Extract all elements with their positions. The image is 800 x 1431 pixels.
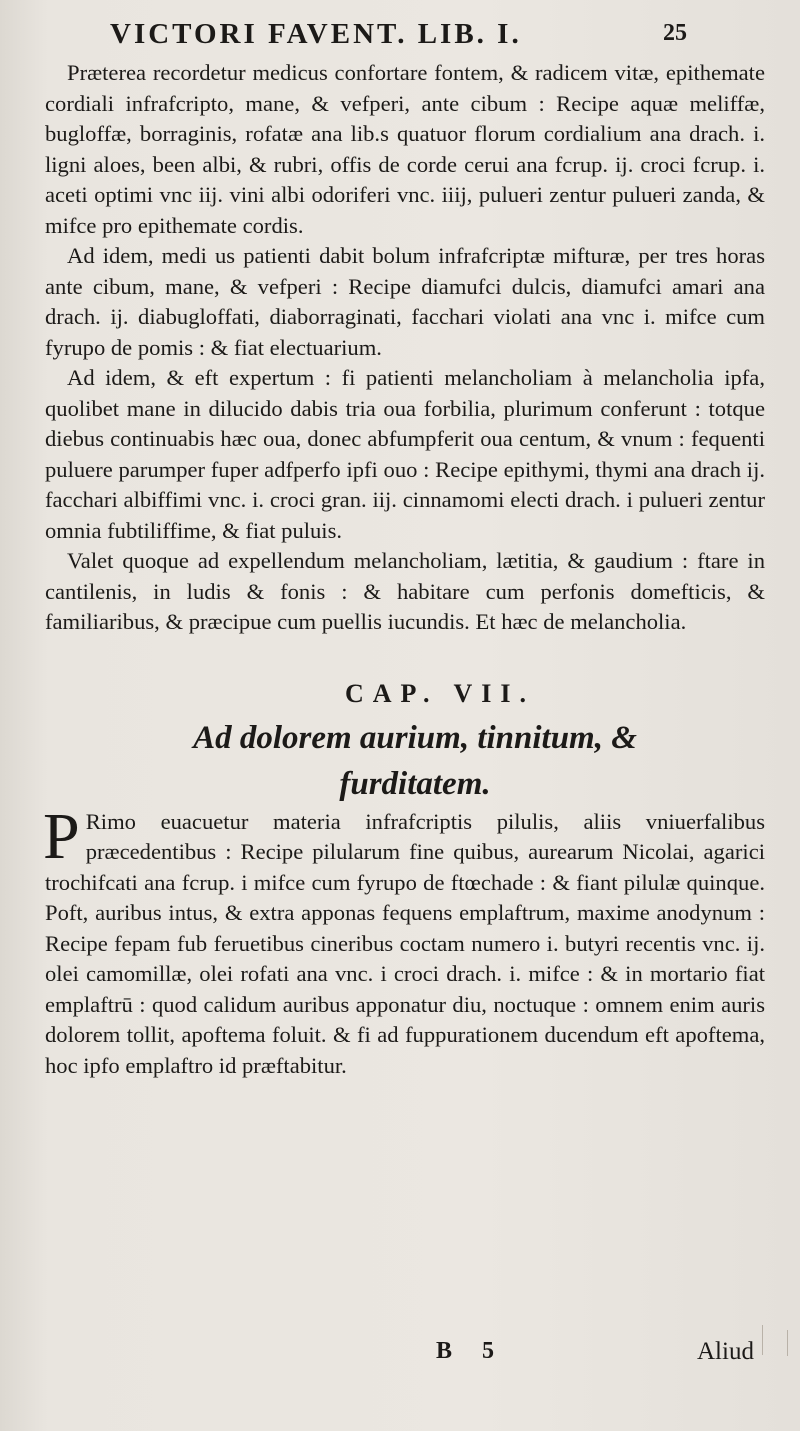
paragraph-1: Præterea recordetur medicus confortare fontem, & radicem vitæ, epithemate cordiali infrafcripto, mane, & vefperi, ante cibum : Recipe aquæ meliffæ, bugloffæ, borraginis, rofatæ ana lib.s quatuor florum cordialium ana drach. i. ligni aloes, been albi, & rubri, offis de corde cerui ana fcrup. ij. croci fcrup. i. aceti optimi vnc iij. vini albi odoriferi vnc. iiij, pulueri zentur pulueri zanda, & mifce pro epithemate cordis. — [45, 60, 765, 238]
page-number: 25 — [663, 20, 687, 46]
running-title: VICTORI FAVENT. LIB. I. — [110, 18, 522, 50]
signature-mark: B 5 — [436, 1338, 507, 1364]
section-gap — [45, 638, 765, 673]
paragraph-2: Ad idem, medi us patienti dabit bolum infrafcriptæ mifturæ, per tres horas ante cibum, mane, & vefperi : Recipe diamufci dulcis, diamufci amari ana drach. ij. diabugloffati, diaborraginati, facchari violati ana vnc i. mifce cum fyrupo de pomis : & fiat electuarium. — [45, 243, 765, 360]
chapter-paragraph — [43, 799, 765, 1082]
chapter-body: Rimo euacuetur materia infrafcriptis pilulis, aliis vniuerfalibus præcedentibus : Recipe pilularum fine quibus, aurearum Nicolai, agarici trochifcati ana fcrup. i mifce cum fyrupo de ftœchade : & fiant pilulæ quinque. Poft, auribus intus, & extra apponas fequens emplaftrum, maxime anodynum : Recipe fepam fub feruetibus cineribus coctam numero i. butyri recentis vnc. ij. olei camomillæ, olei rofati ana vnc. i croci drach. i. mifce : & in mortario fiat emplaftrū : quod calidum auribus apponatur diu, noctuque : omnem enim auris dolorem tollit, apoftema foluit. & fi ad fuppurationem ducendum eft apoftema, hoc ipfo emplaftro id præftabitur. — [45, 808, 765, 1078]
catchword: Aliud — [697, 1338, 754, 1365]
main-text — [45, 58, 765, 1081]
chapter-title-line-2: furditatem. — [339, 765, 491, 802]
paper-mark — [787, 1330, 788, 1356]
paragraph-3: Ad idem, & eft expertum : fi patienti melancholiam à melancholia ipfa, quolibet mane in dilucido dabis tria oua forbilia, plurimum conferunt : totque diebus continuabis hæc oua, donec abfumpferit oua centum, & vnum : fequenti puluere parumper fuper adfperfo ipfi ouo : Recipe epithymi, thymi ana drach ij. facchari albiffimi vnc. i. croci gran. iij. cinnamomi electi drach. i pulueri zentur omnia fubtiliffime, & fiat puluis. — [45, 365, 765, 543]
paragraph-4: Valet quoque ad expellendum melancholiam, lætitia, & gaudium : ftare in cantilenis, in ludis & fonis : & habitare cum perfonis domefticis, & familiaribus, & præcipue cum puellis iucundis. Et hæc de melancholia. — [45, 548, 765, 634]
drop-cap: P — [43, 799, 80, 873]
chapter-label: CAP. VII. — [344, 678, 536, 708]
running-header — [110, 18, 710, 58]
paper-mark — [762, 1325, 763, 1355]
chapter-title-line-1: Ad dolorem aurium, tinnitum, & — [193, 719, 637, 756]
page-footer — [0, 1338, 800, 1372]
